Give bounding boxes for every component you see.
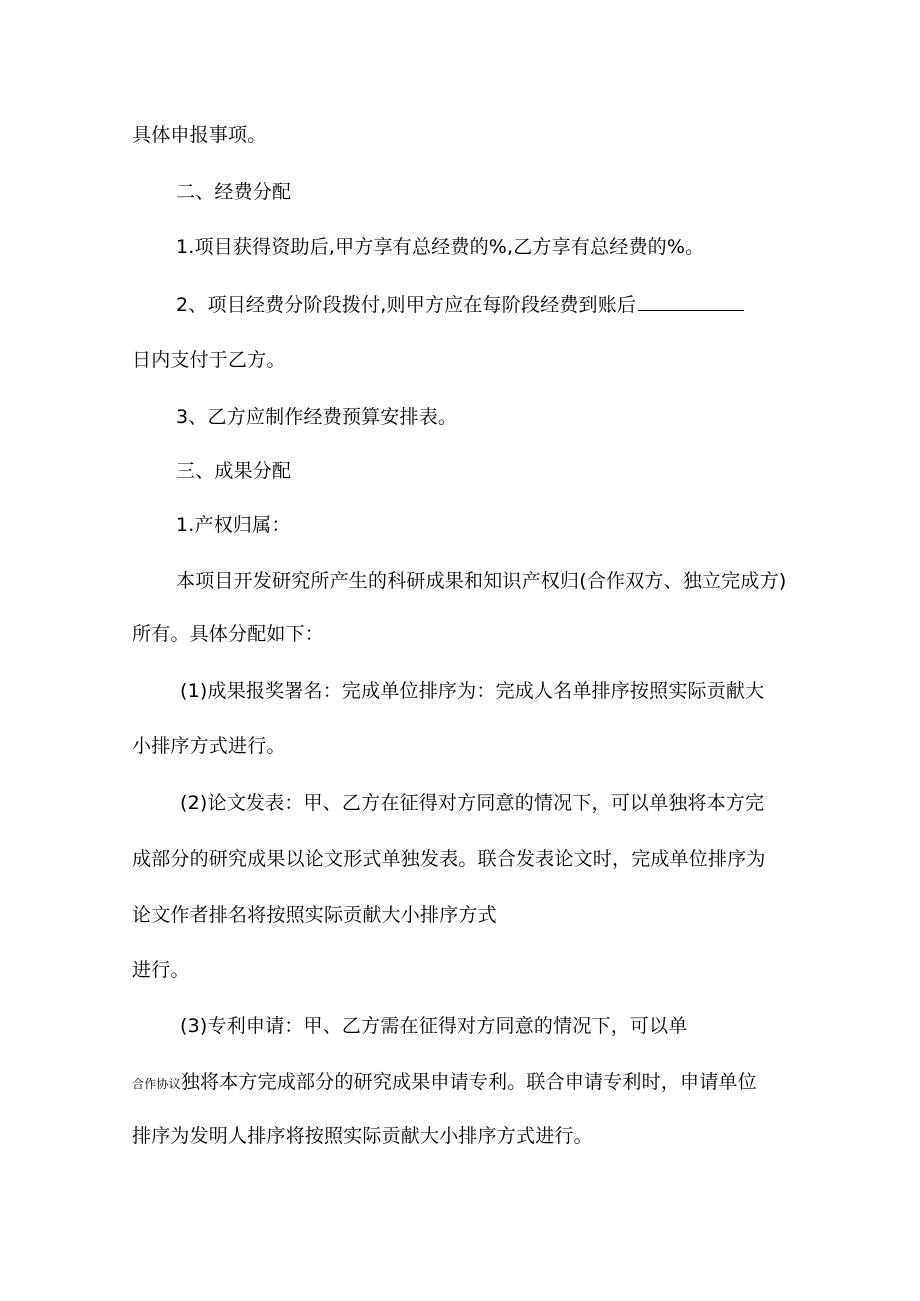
text-line-patent: (3)专利申请：甲、乙方需在征得对方同意的情况下，可以单 [180, 1015, 688, 1037]
text-line-paper: (2)论文发表：甲、乙方在征得对方同意的情况下，可以单独将本方完 [180, 792, 765, 814]
text-line-paper-cont-3: 进行。 [132, 959, 190, 981]
text-line-patent-cont-2: 排序为发明人排序将按照实际贡献大小排序方式进行。 [132, 1125, 593, 1147]
text-funding-stage: 2、项目经费分阶段拨付,则甲方应在每阶段经费到账后 [176, 294, 637, 316]
text-line-paper-cont-1: 成部分的研究成果以论文形式单独发表。联合发表论文时，完成单位排序为 [132, 848, 766, 870]
text-line-funding-share: 1.项目获得资助后,甲方享有总经费的%,乙方享有总经费的%。 [176, 236, 705, 258]
text-line-1: 具体申报事项。 [132, 124, 267, 146]
text-patent-cont: 独将本方完成部分的研究成果申请专利。联合申请专利时，申请单位 [180, 1071, 757, 1093]
footer-label-small: 合作协议 [132, 1077, 181, 1091]
subheading-ownership: 1.产权归属： [176, 514, 291, 536]
text-line-patent-cont-1 [132, 1070, 757, 1096]
text-line-award-cont: 小排序方式进行。 [132, 735, 286, 757]
text-line-ownership: 本项目开发研究所产生的科研成果和知识产权归(合作双方、独立完成方) [176, 570, 787, 592]
blank-underline [638, 292, 744, 311]
text-line-funding-stage [176, 292, 744, 317]
text-line-payment-days: 日内支付于乙方。 [132, 349, 286, 371]
text-line-budget: 3、乙方应制作经费预算安排表。 [176, 406, 458, 428]
text-line-ownership-cont: 所有。具体分配如下： [132, 623, 325, 645]
text-line-award: (1)成果报奖署名：完成单位排序为：完成人名单排序按照实际贡献大 [180, 680, 765, 702]
section-heading-funding: 二、经费分配 [176, 181, 292, 203]
text-line-paper-cont-2: 论文作者排名将按照实际贡献大小排序方式 [132, 904, 497, 926]
section-heading-results: 三、成果分配 [176, 460, 292, 482]
